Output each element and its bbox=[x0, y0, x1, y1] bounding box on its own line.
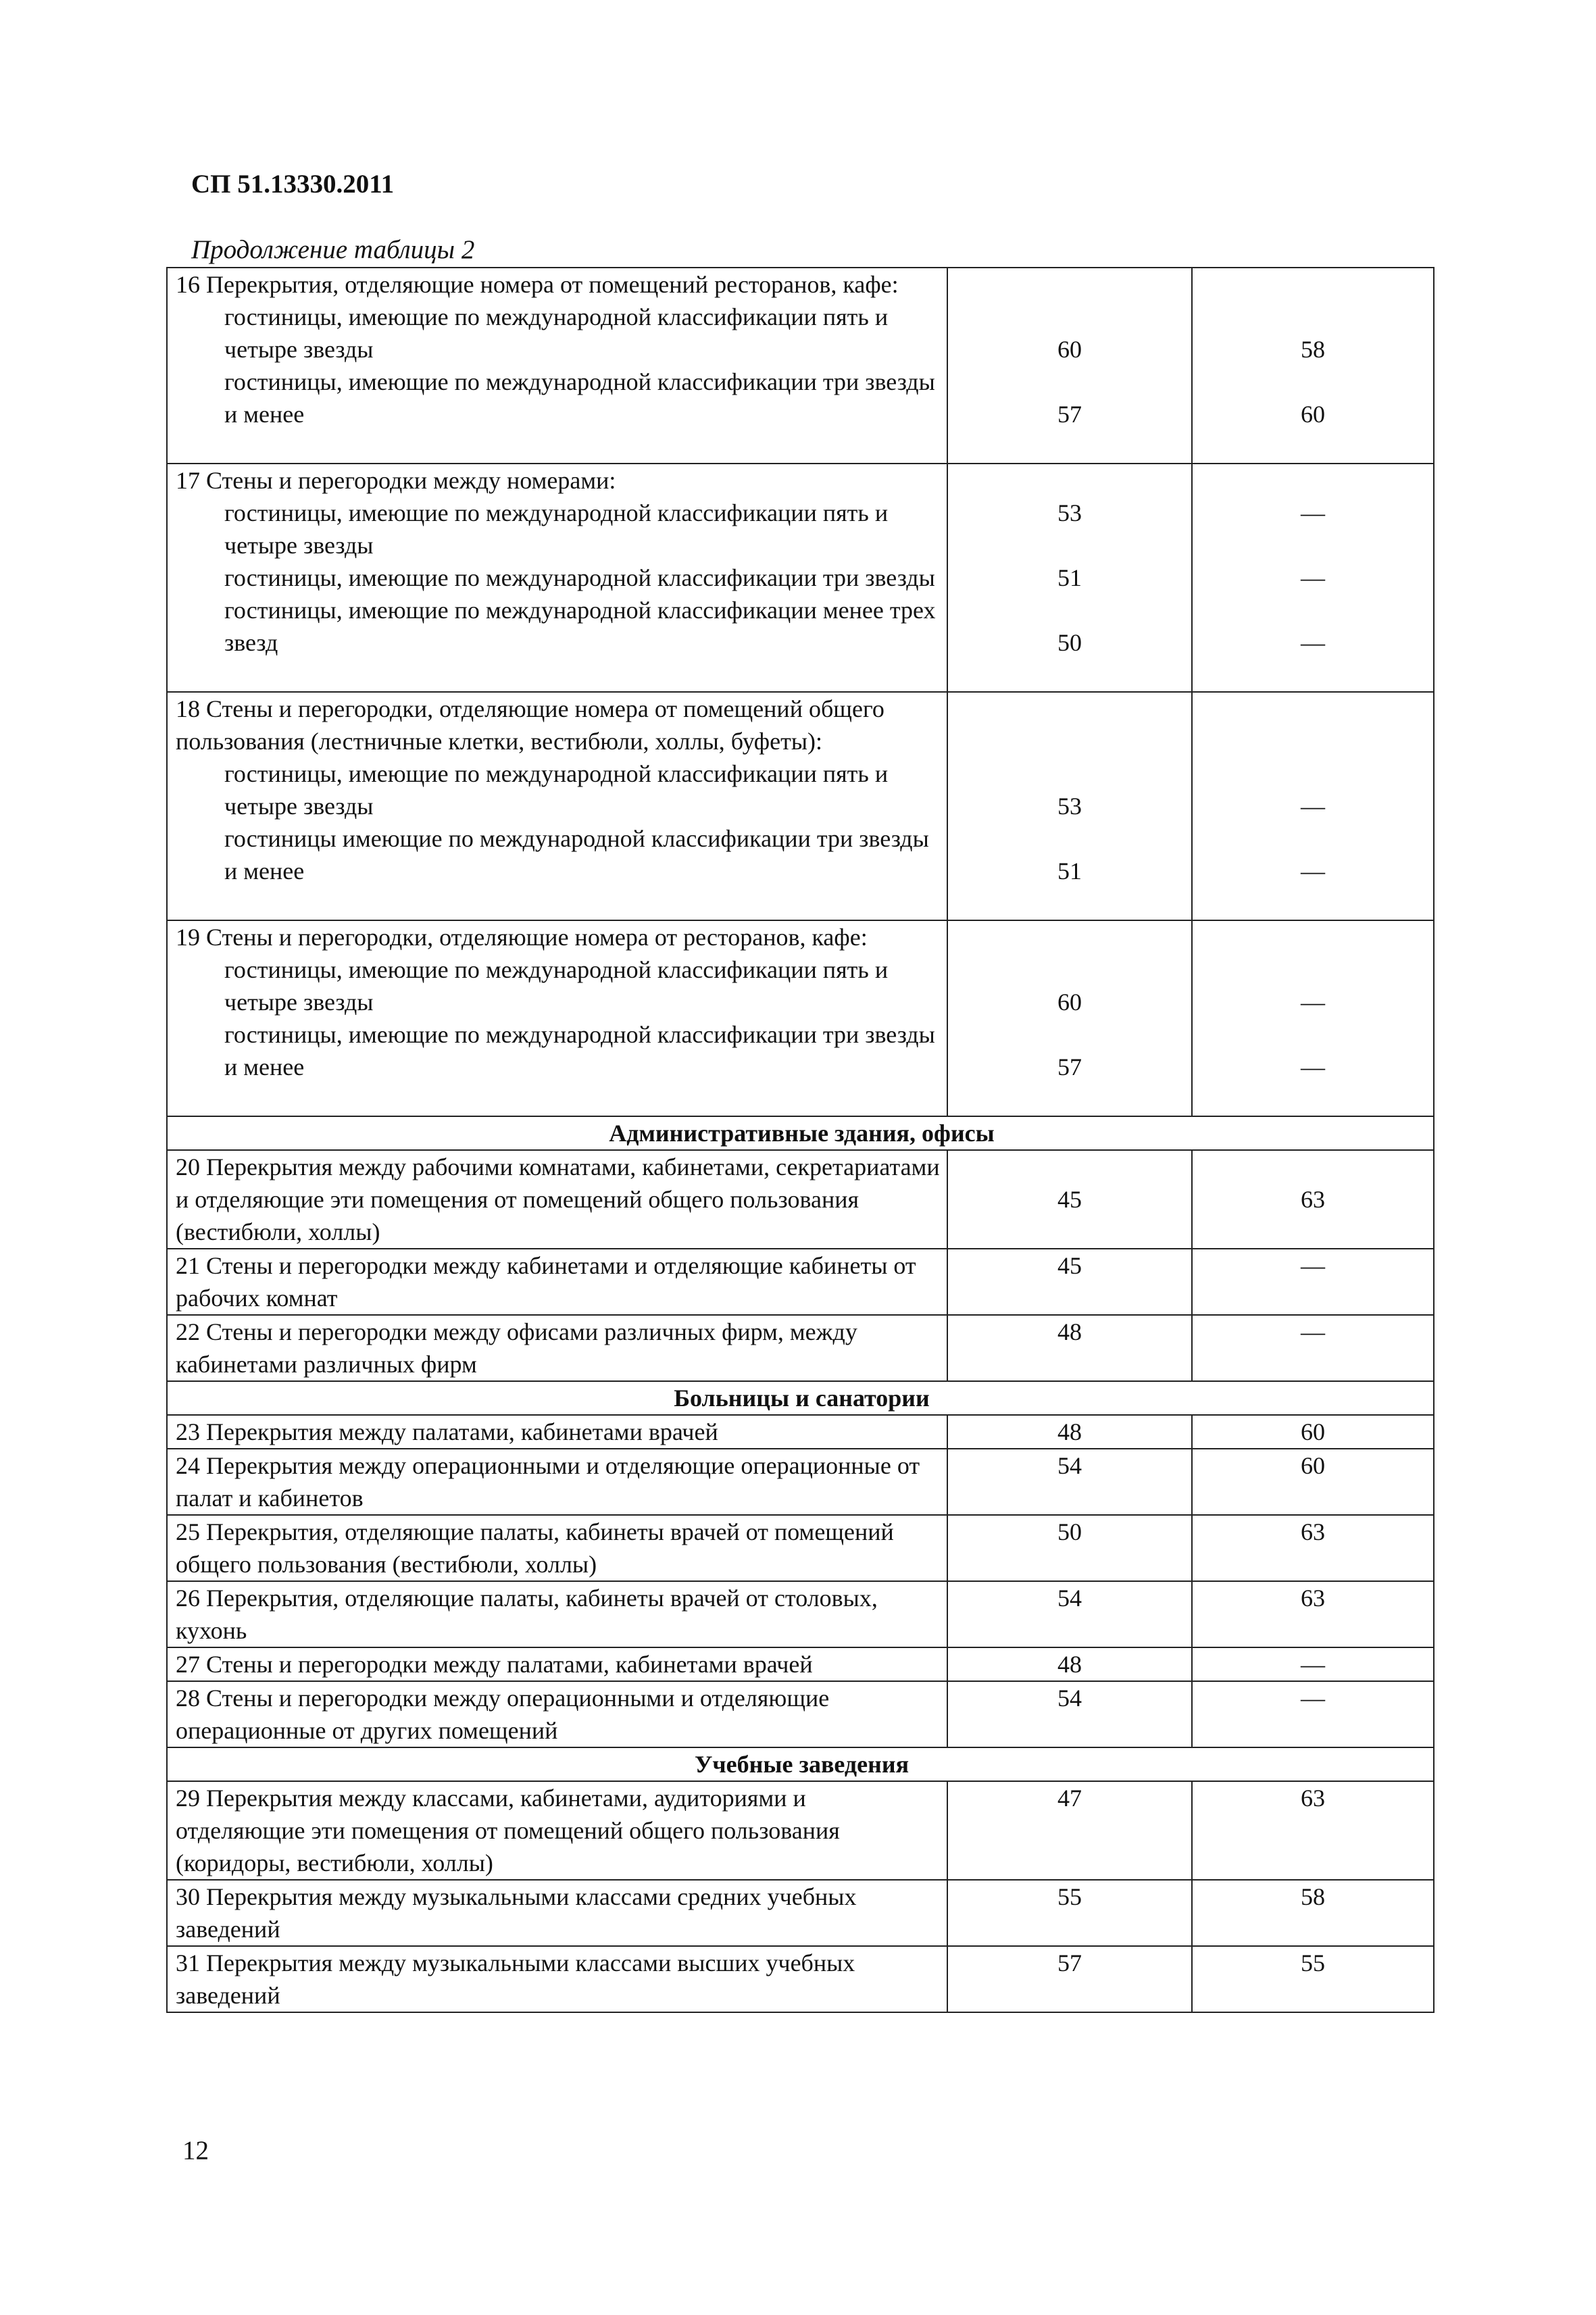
section-row bbox=[167, 1381, 1434, 1415]
value-cell-2 bbox=[1192, 692, 1434, 920]
spacer bbox=[1193, 529, 1433, 562]
value-cell-2: 63 bbox=[1192, 1515, 1434, 1581]
item-description-cell: 28 Стены и перегородки между операционными и отделяющие операционные от других помещений bbox=[167, 1681, 947, 1747]
value-cell-2: — bbox=[1192, 1647, 1434, 1681]
sub-item-value-2: — bbox=[1301, 499, 1325, 526]
spacer bbox=[948, 921, 1191, 953]
item-description-cell: 22 Стены и перегородки между офисами различных фирм, между кабинетами различных фирм bbox=[167, 1315, 947, 1381]
table-row bbox=[167, 1515, 1434, 1581]
item-description-cell bbox=[167, 692, 947, 920]
sub-item-value-2: — bbox=[1301, 793, 1325, 820]
sub-item-label: гостиницы, имеющие по международной классификации три звезды bbox=[224, 564, 935, 591]
spacer bbox=[948, 594, 1191, 626]
group-title: 16 Перекрытия, отделяющие номера от помещений ресторанов, кафе: bbox=[176, 271, 899, 298]
value-cell-2: 60 bbox=[1192, 1415, 1434, 1449]
table-row bbox=[167, 1315, 1434, 1381]
spacer bbox=[1193, 921, 1433, 953]
sub-item-value-2: — bbox=[1301, 564, 1325, 591]
item-description-cell bbox=[167, 920, 947, 1116]
table-row bbox=[167, 1781, 1434, 1880]
group-title: 19 Стены и перегородки, отделяющие номера от ресторанов, кафе: bbox=[176, 924, 868, 951]
sub-item-value-1: 50 bbox=[1057, 629, 1082, 656]
spacer bbox=[1193, 822, 1433, 855]
value-cell-1: 54 bbox=[947, 1581, 1192, 1647]
table-row bbox=[167, 1647, 1434, 1681]
table-row bbox=[167, 1449, 1434, 1515]
value-cell-2: — bbox=[1192, 1315, 1434, 1381]
value-cell-1: 48 bbox=[947, 1415, 1192, 1449]
item-description-cell: 20 Перекрытия между рабочими комнатами, кабинетами, секретариатами и отделяющие эти помещения от помещений общего пользования (вестибюли, холлы) bbox=[167, 1150, 947, 1249]
value-cell-2: 55 bbox=[1192, 1946, 1434, 2012]
table-row bbox=[167, 1880, 1434, 1946]
value-cell-1: 54 bbox=[947, 1449, 1192, 1515]
value-cell-1: 50 bbox=[947, 1515, 1192, 1581]
item-description-cell: 30 Перекрытия между музыкальными классами средних учебных заведений bbox=[167, 1880, 947, 1946]
item-description-cell: 23 Перекрытия между палатами, кабинетами врачей bbox=[167, 1415, 947, 1449]
spacer bbox=[1193, 725, 1433, 757]
value-cell-2: 63 bbox=[1192, 1781, 1434, 1880]
sub-item-value-2: 58 bbox=[1301, 336, 1325, 363]
spacer bbox=[1193, 659, 1433, 691]
spacer bbox=[1193, 953, 1433, 986]
item-description-cell: 21 Стены и перегородки между кабинетами и отделяющие кабинеты от рабочих комнат bbox=[167, 1249, 947, 1315]
spacer bbox=[948, 693, 1191, 725]
value-cell-1: 47 bbox=[947, 1781, 1192, 1880]
sub-item-label: гостиницы, имеющие по международной классификации менее трех звезд bbox=[224, 597, 936, 656]
table-row bbox=[167, 1581, 1434, 1647]
sub-item-label: гостиницы, имеющие по международной классификации пять и четыре звезды bbox=[224, 303, 889, 363]
table-row bbox=[167, 1946, 1434, 2012]
spacer bbox=[948, 757, 1191, 790]
spacer bbox=[948, 464, 1191, 497]
table-caption: Продолжение таблицы 2 bbox=[191, 235, 475, 264]
sub-item-value-1: 60 bbox=[1057, 336, 1082, 363]
value-cell-2: 63 bbox=[1192, 1581, 1434, 1647]
value-cell-2: 63 bbox=[1192, 1150, 1434, 1249]
item-description-cell: 26 Перекрытия, отделяющие палаты, кабинеты врачей от столовых, кухонь bbox=[167, 1581, 947, 1647]
sub-item-label: гостиницы, имеющие по международной классификации пять и четыре звезды bbox=[224, 499, 889, 559]
value-cell-1: 54 bbox=[947, 1681, 1192, 1747]
insulation-table bbox=[166, 267, 1435, 2013]
value-cell-1: 48 bbox=[947, 1647, 1192, 1681]
spacer bbox=[948, 822, 1191, 855]
value-cell-2: — bbox=[1192, 1681, 1434, 1747]
value-cell-1: 45 bbox=[947, 1249, 1192, 1315]
section-row bbox=[167, 1116, 1434, 1150]
sub-item-value-1: 60 bbox=[1057, 989, 1082, 1016]
group-title: 18 Стены и перегородки, отделяющие номера от помещений общего пользования (лестничные клетки, вестибюли, холлы, буфеты): bbox=[176, 695, 884, 755]
value-cell-2 bbox=[1192, 268, 1434, 464]
sub-item-label: гостиницы, имеющие по международной классификации пять и четыре звезды bbox=[224, 956, 889, 1016]
spacer bbox=[948, 268, 1191, 301]
table-row bbox=[167, 692, 1434, 920]
value-cell-2: 60 bbox=[1192, 1449, 1434, 1515]
table-row bbox=[167, 268, 1434, 464]
spacer bbox=[948, 301, 1191, 333]
section-title: Больницы и санатории bbox=[167, 1381, 1434, 1415]
value-cell-1: 48 bbox=[947, 1315, 1192, 1381]
spacer bbox=[1193, 1083, 1433, 1116]
value-cell-1: 57 bbox=[947, 1946, 1192, 2012]
spacer bbox=[1193, 594, 1433, 626]
sub-item-value-2: 60 bbox=[1301, 401, 1325, 428]
spacer bbox=[948, 953, 1191, 986]
item-description-cell: 29 Перекрытия между классами, кабинетами, аудиториями и отделяющие эти помещения от помещений общего пользования (коридоры, вестибюли, холлы) bbox=[167, 1781, 947, 1880]
spacer bbox=[1193, 301, 1433, 333]
sub-item-value-1: 53 bbox=[1057, 793, 1082, 820]
item-description-cell: 25 Перекрытия, отделяющие палаты, кабинеты врачей от помещений общего пользования (вестибюли, холлы) bbox=[167, 1515, 947, 1581]
sub-item-value-2: — bbox=[1301, 989, 1325, 1016]
table-row bbox=[167, 1150, 1434, 1249]
spacer bbox=[1193, 366, 1433, 398]
spacer bbox=[1193, 268, 1433, 301]
table-row bbox=[167, 920, 1434, 1116]
item-description-cell bbox=[167, 464, 947, 692]
sub-item-value-1: 57 bbox=[1057, 1053, 1082, 1080]
sub-item-label: гостиницы, имеющие по международной классификации три звезды и менее bbox=[224, 1021, 935, 1080]
table-body bbox=[167, 268, 1434, 2012]
spacer bbox=[1193, 464, 1433, 497]
sub-item-label: гостиницы имеющие по международной классификации три звезды и менее bbox=[224, 825, 929, 885]
document-code: СП 51.13330.2011 bbox=[191, 170, 395, 199]
value-cell-1 bbox=[947, 920, 1192, 1116]
item-description-cell: 24 Перекрытия между операционными и отделяющие операционные от палат и кабинетов bbox=[167, 1449, 947, 1515]
spacer bbox=[1193, 693, 1433, 725]
section-title: Учебные заведения bbox=[167, 1747, 1434, 1781]
table-row bbox=[167, 464, 1434, 692]
spacer bbox=[948, 887, 1191, 920]
sub-item-label: гостиницы, имеющие по международной классификации пять и четыре звезды bbox=[224, 760, 889, 820]
sub-item-value-1: 53 bbox=[1057, 499, 1082, 526]
value-cell-1 bbox=[947, 268, 1192, 464]
item-description-cell bbox=[167, 268, 947, 464]
sub-item-value-2: — bbox=[1301, 1053, 1325, 1080]
section-title: Административные здания, офисы bbox=[167, 1116, 1434, 1150]
spacer bbox=[1193, 757, 1433, 790]
sub-item-value-1: 51 bbox=[1057, 564, 1082, 591]
value-cell-2 bbox=[1192, 920, 1434, 1116]
spacer bbox=[1193, 887, 1433, 920]
spacer bbox=[948, 659, 1191, 691]
value-cell-1: 55 bbox=[947, 1880, 1192, 1946]
spacer bbox=[1193, 430, 1433, 463]
value-cell-2 bbox=[1192, 464, 1434, 692]
sub-item-value-1: 57 bbox=[1057, 401, 1082, 428]
insulation-table-container bbox=[166, 267, 1433, 2013]
item-description-cell: 27 Стены и перегородки между палатами, кабинетами врачей bbox=[167, 1647, 947, 1681]
spacer bbox=[948, 529, 1191, 562]
sub-item-value-1: 51 bbox=[1057, 857, 1082, 885]
spacer bbox=[948, 1083, 1191, 1116]
page-number: 12 bbox=[182, 2136, 209, 2165]
value-cell-1 bbox=[947, 692, 1192, 920]
group-title: 17 Стены и перегородки между номерами: bbox=[176, 467, 616, 494]
spacer bbox=[948, 430, 1191, 463]
spacer bbox=[948, 1018, 1191, 1051]
item-description-cell: 31 Перекрытия между музыкальными классами высших учебных заведений bbox=[167, 1946, 947, 2012]
value-cell-2: — bbox=[1192, 1249, 1434, 1315]
table-row bbox=[167, 1415, 1434, 1449]
sub-item-value-2: — bbox=[1301, 857, 1325, 885]
sub-item-label: гостиницы, имеющие по международной классификации три звезды и менее bbox=[224, 368, 935, 428]
spacer bbox=[1193, 1018, 1433, 1051]
table-row bbox=[167, 1249, 1434, 1315]
value-cell-1 bbox=[947, 464, 1192, 692]
spacer bbox=[948, 725, 1191, 757]
sub-item-value-2: — bbox=[1301, 629, 1325, 656]
spacer bbox=[948, 366, 1191, 398]
value-cell-2: 58 bbox=[1192, 1880, 1434, 1946]
section-row bbox=[167, 1747, 1434, 1781]
table-row bbox=[167, 1681, 1434, 1747]
value-cell-1: 45 bbox=[947, 1150, 1192, 1249]
